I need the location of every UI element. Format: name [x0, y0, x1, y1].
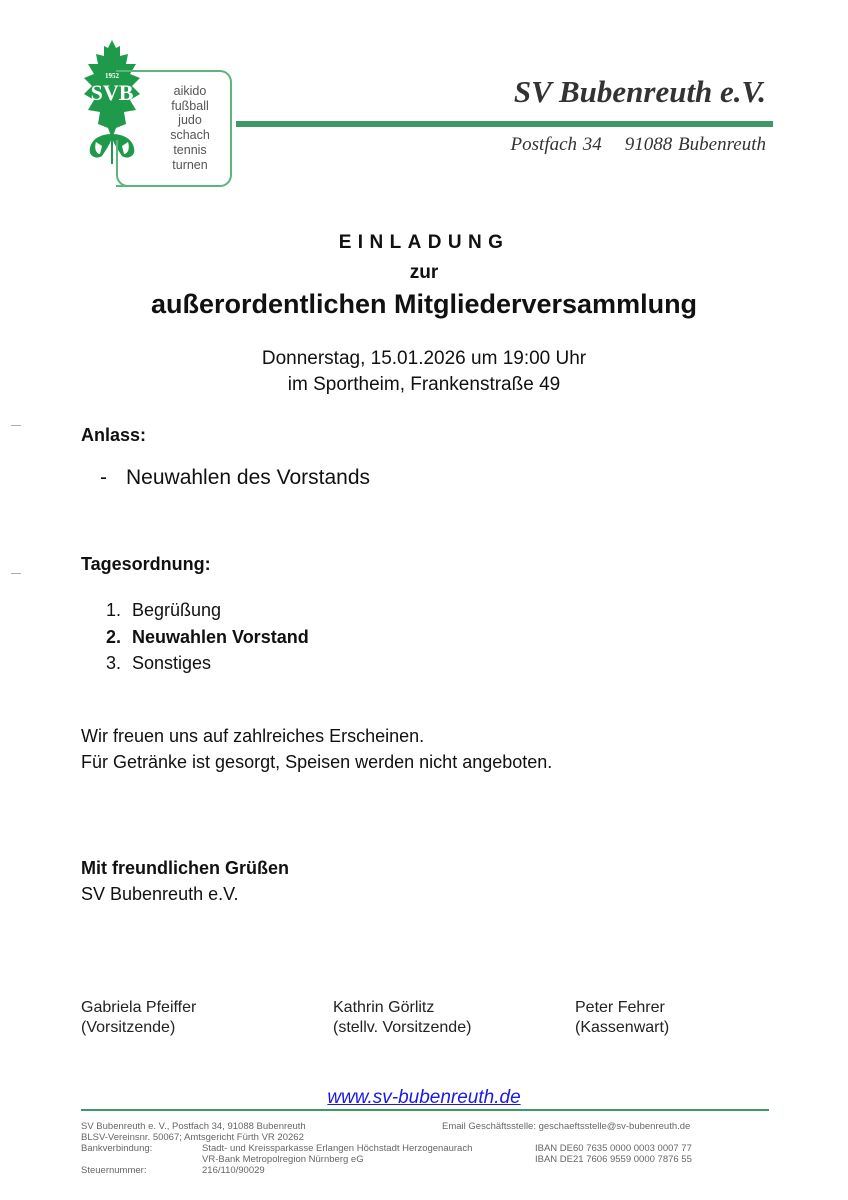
event-datetime: Donnerstag, 15.01.2026 um 19:00 Uhr: [261, 348, 587, 369]
margin-mark: [11, 425, 21, 426]
signature-name: Kathrin Görlitz: [333, 999, 435, 1016]
reason-item: [100, 466, 370, 490]
footer-registry: BLSV-Vereinsnr. 50067; Amtsgericht Fürth VR 20262: [81, 1132, 304, 1143]
agenda-heading: Tagesordnung:: [81, 554, 211, 574]
bullet-dash: -: [100, 466, 107, 489]
agenda-item: 2. Neuwahlen Vorstand: [106, 626, 309, 647]
footer-tax-number: 216/110/90029: [202, 1165, 265, 1176]
signature-role: (Kassenwart): [575, 1019, 670, 1036]
agenda-list: [106, 597, 309, 677]
greeting: [81, 855, 289, 907]
postal-address: [511, 134, 766, 156]
website: [0, 1087, 848, 1109]
sports-list: [150, 84, 230, 172]
reason-text: Neuwahlen des Vorstands: [126, 466, 370, 489]
header-divider: [236, 121, 773, 127]
greeting-sender: SV Bubenreuth e.V.: [81, 884, 239, 904]
signature-name: Gabriela Pfeiffer: [81, 999, 197, 1016]
sport-item: tennis: [173, 142, 207, 157]
sport-item: turnen: [172, 157, 208, 172]
agenda-item: 1. Begrüßung: [106, 600, 222, 620]
svg-text:SVB: SVB: [90, 80, 134, 105]
postal-city: 91088 Bubenreuth: [624, 134, 766, 155]
signature-role: (Vorsitzende): [81, 1019, 176, 1036]
footer-bank-label: Bankverbindung:: [81, 1143, 153, 1154]
sports-frame-corner: [116, 140, 130, 187]
footer-iban1: IBAN DE60 7635 0000 0003 0007 77: [535, 1143, 692, 1154]
footer-divider: [81, 1109, 769, 1111]
closing-line: Für Getränke ist gesorgt, Speisen werden nicht angeboten.: [81, 752, 553, 772]
club-name: SV Bubenreuth e.V.: [513, 74, 766, 109]
footer-iban2: IBAN DE21 7606 9559 0000 7876 55: [535, 1154, 692, 1165]
agenda-item: 3. Sonstiges: [106, 653, 212, 673]
footer-address: SV Bubenreuth e. V., Postfach 34, 91088 Bubenreuth: [81, 1121, 306, 1132]
title-zur: zur: [409, 262, 439, 283]
event-details: [0, 346, 848, 398]
signature-block: [575, 998, 669, 1038]
reason-heading: Anlass:: [81, 425, 147, 445]
signature-block: [333, 998, 471, 1038]
sport-item: judo: [178, 113, 202, 128]
page-title: außerordentlichen Mitgliederversammlung: [150, 289, 698, 319]
title-einladung: EINLADUNG: [338, 232, 510, 253]
greeting-line: Mit freundlichen Grüßen: [81, 858, 290, 878]
closing-text: [81, 723, 552, 775]
sport-item: schach: [170, 128, 210, 143]
footer-bank1: Stadt- und Kreissparkasse Erlangen Höchstadt Herzogenaurach: [202, 1143, 473, 1154]
postal-box: Postfach 34: [510, 134, 602, 155]
event-location: im Sportheim, Frankenstraße 49: [287, 374, 561, 395]
signature-name: Peter Fehrer: [575, 999, 665, 1016]
closing-line: Wir freuen uns auf zahlreiches Erscheinen.: [81, 726, 425, 746]
footer-tax-label: Steuernummer:: [81, 1165, 147, 1176]
signature-role: (stellv. Vorsitzende): [333, 1019, 472, 1036]
signature-block: [81, 998, 196, 1038]
sport-item: fußball: [171, 98, 209, 113]
website-link[interactable]: www.sv-bubenreuth.de: [327, 1087, 521, 1108]
margin-mark: [11, 573, 21, 574]
footer-email: Email Geschäftsstelle: geschaeftsstelle@sv-bubenreuth.de: [442, 1121, 691, 1132]
sport-item: aikido: [173, 84, 207, 98]
svg-text:1952: 1952: [105, 72, 119, 80]
footer-bank2: VR-Bank Metropolregion Nürnberg eG: [202, 1154, 364, 1165]
